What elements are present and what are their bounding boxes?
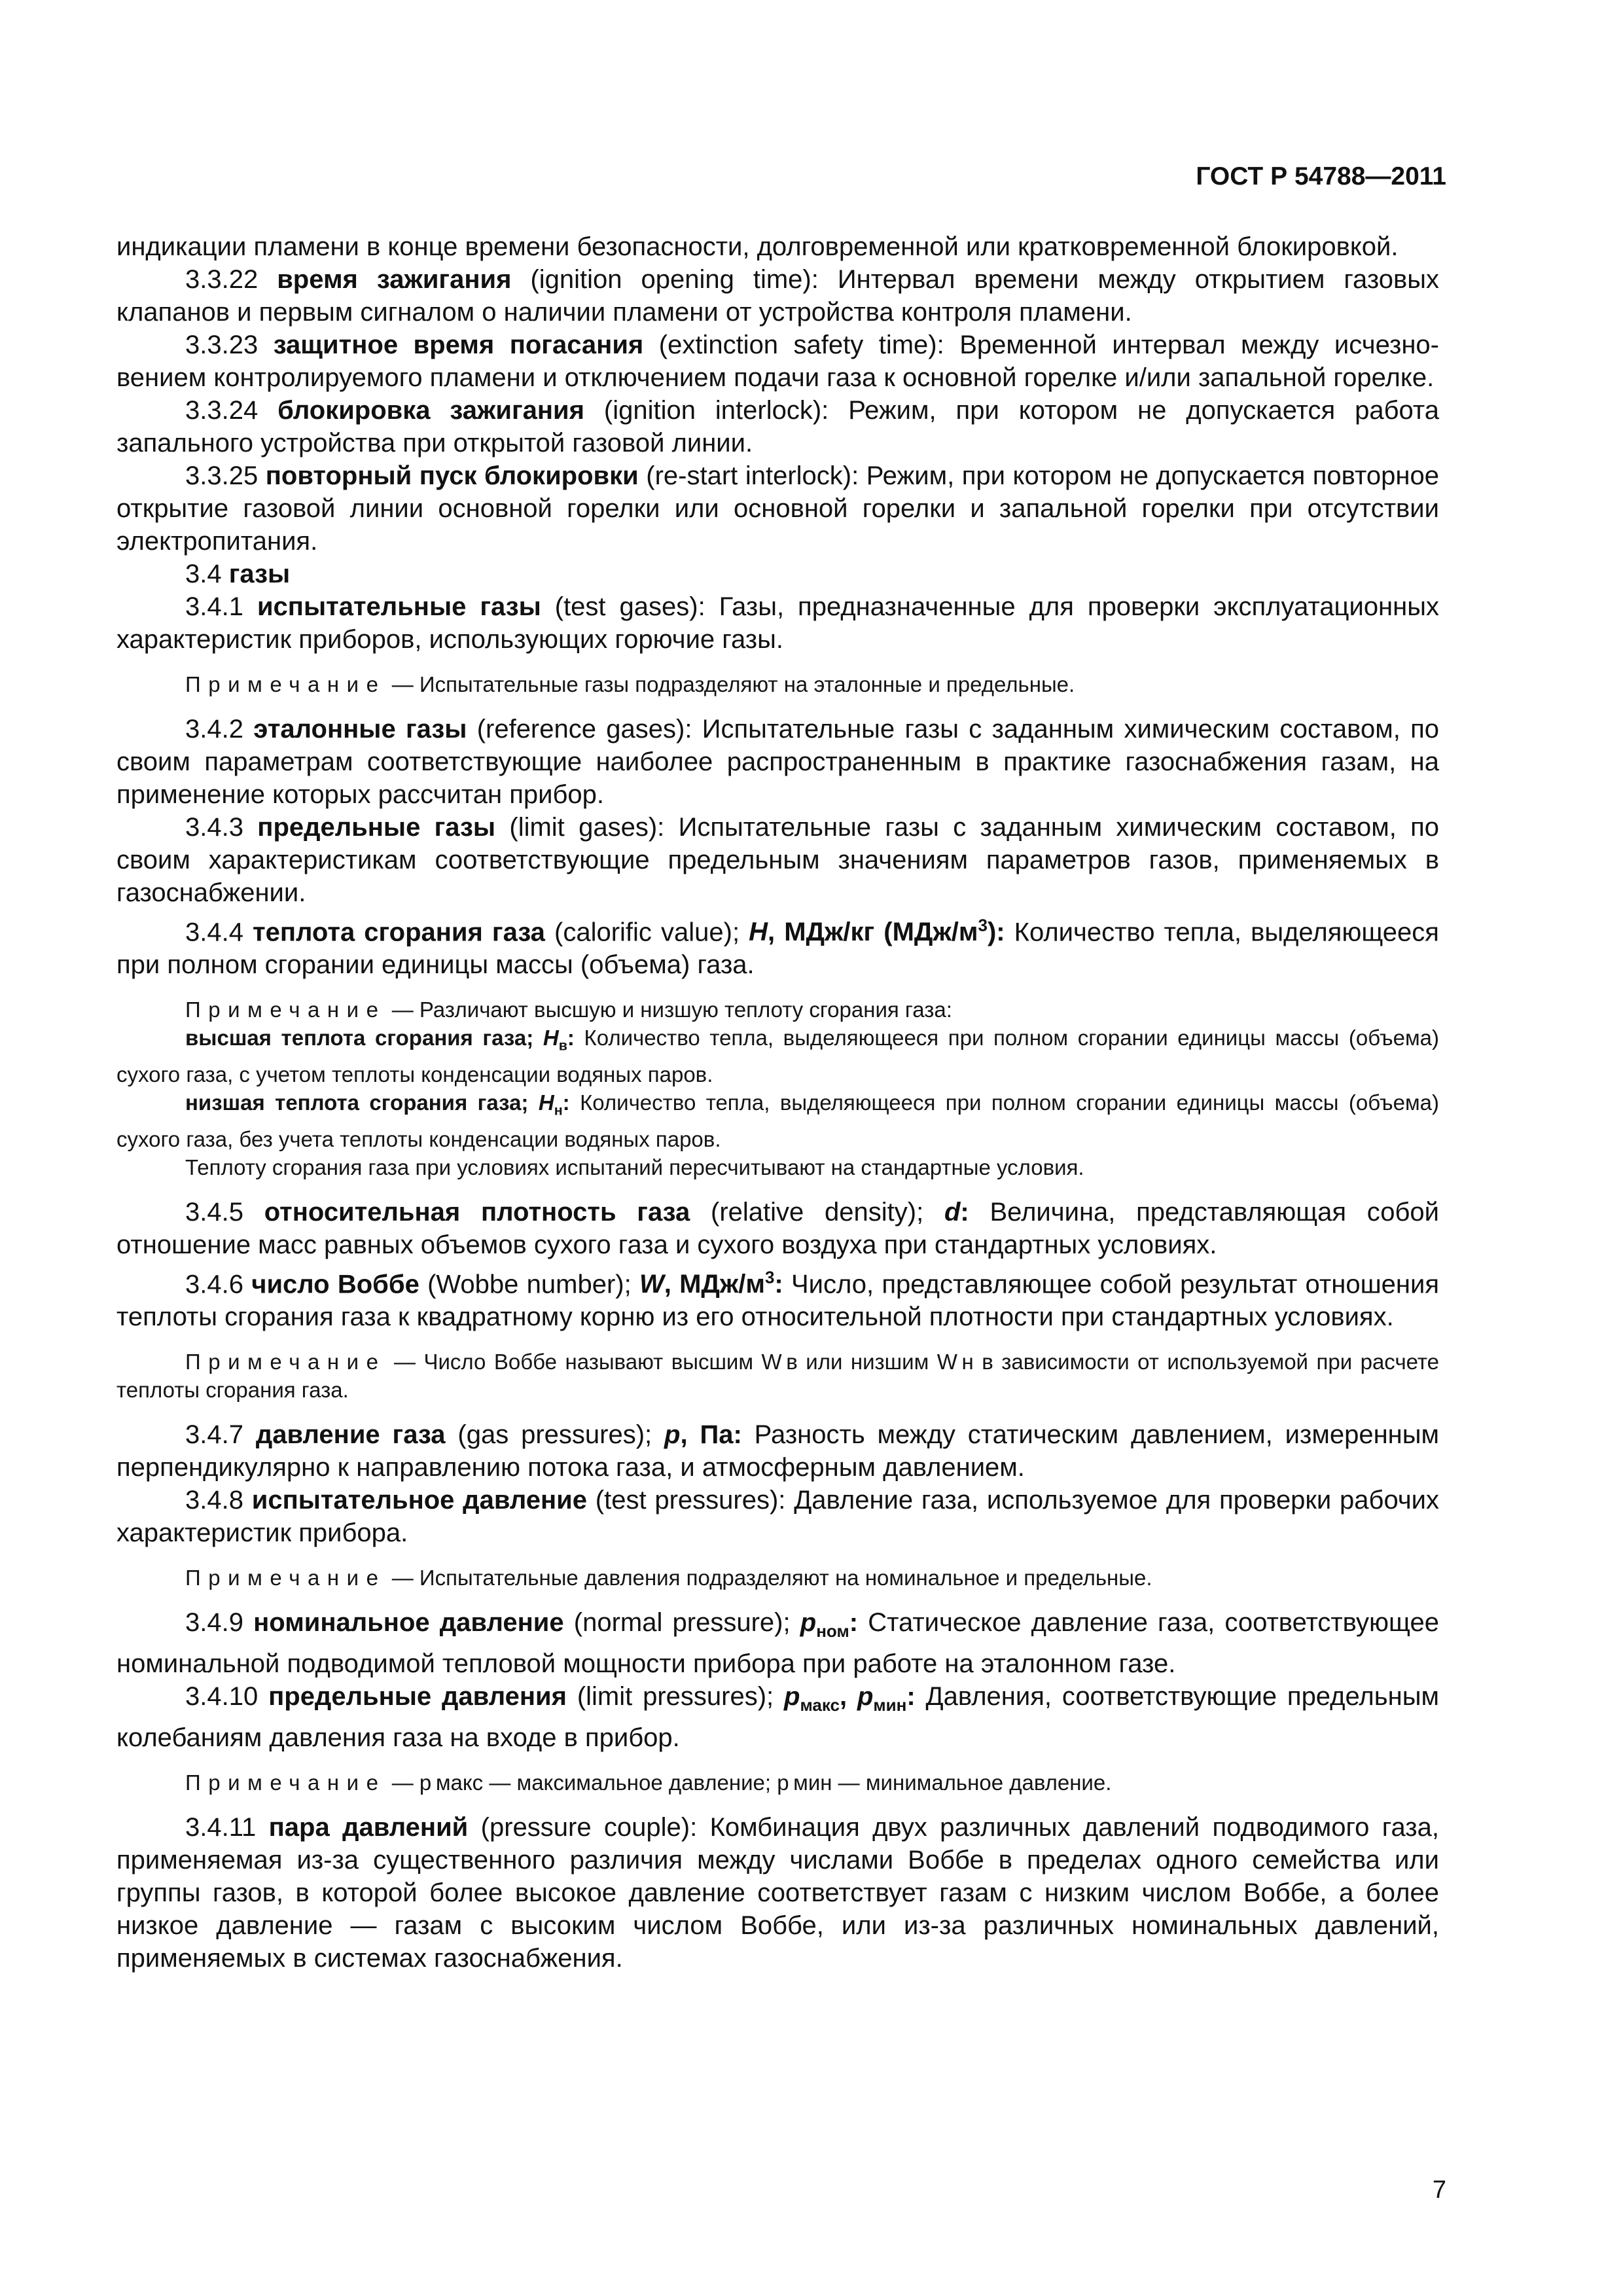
definition-text: Испытательные газы с заданным химическим составом, по своим характеристикам соответствующие предельным значениям параметров газов, применяемых в газоснабжении. [116,813,1440,907]
term-definition [116,1418,1439,1484]
note-text: — Различают высшую и низшую теплоту сгорания газа: [391,997,952,1022]
english-term: (extinction safety time): [658,331,944,359]
symbol-letter: d [944,1197,961,1227]
clause-number: 3.4.9 [185,1607,243,1637]
note [116,1348,1439,1404]
english-term: (pressure couple): [480,1812,698,1842]
note-item [116,1024,1439,1088]
symbol-unit: , Па: [680,1420,742,1449]
clause-number: 3.4.1 [185,592,243,621]
term-definition [116,1484,1439,1549]
continued-paragraph [116,230,1439,263]
term-definition [116,811,1439,909]
term-name: давление газа [255,1420,446,1449]
symbol-subscript: мин [873,1695,907,1715]
definition-text: Режим, при котором не допускается работа запального устройства при открытой газовой линии. [116,396,1439,457]
symbol-letter: p [800,1607,817,1637]
note-label: Примечание [185,672,386,696]
clause-number: 3.4.7 [185,1420,243,1449]
definition-text: Режим, при котором не допускается повторное открытие газовой линии основной горелки или основной горелки и запальной горелки при отсутствии электропитания. [116,461,1439,556]
english-term: (limit pressures); [577,1681,774,1711]
note-label: Примечание [185,1770,386,1795]
term-name: число Воббе [251,1269,419,1299]
english-term: (limit gases): [509,813,665,842]
term-definition [116,1680,1439,1754]
clause-number: 3.4.3 [185,813,243,842]
term-symbol [639,1267,783,1299]
definition-text: Количество тепла, выделяющееся при полном сгорании единицы массы (объема) газа. [116,918,1439,980]
term-name: предельные газы [257,813,496,842]
unit-superscript: 3 [978,916,988,935]
clause-number: 3.4.6 [185,1269,243,1299]
document-body [116,230,1439,1975]
english-term: (Wobbe number); [427,1269,632,1299]
unit-superscript: 3 [764,1267,775,1287]
note-symbol: $H_н$: [538,1090,570,1119]
symbol-unit: , МДж/м [664,1269,765,1299]
english-term: (relative density); [711,1197,924,1227]
section-title: газы [228,560,291,588]
symbol-letter: p [857,1681,874,1711]
symbol-letter: H [543,1026,559,1050]
definition-text: Комбинация двух различных давлений подводимого газа, применяемая из-за существенного различия между числами Воббе в пределах одного семейства или группы газов, в которой более высокое давление соответствует газам с низким числом Воббе, а более низкое давление — газам с высоким числом Воббе, или из-за различных номинальных давлений, применяемых в системах газоснабжения. [116,1812,1439,1973]
clause-number: 3.3.25 [185,461,259,490]
note-label: Примечание [185,1349,386,1374]
symbol-subscript: ном [816,1621,849,1641]
note-item [116,1088,1439,1153]
symbol-unit: : [906,1681,916,1711]
definition-text: Разность между статическим давлением, измеренным перпендикулярно к направлению потока газа, и атмосферным давлением. [116,1420,1440,1482]
symbol-subscript: в [558,1037,567,1054]
symbol-unit: : [960,1197,969,1227]
clause-number: 3.4.11 [185,1812,257,1842]
standard-header: ГОСТ Р 54788—2011 [1196,162,1446,190]
page-number: 7 [1432,2176,1446,2204]
english-term: (test gases): [554,592,705,621]
symbol-unit-end: ): [987,918,1005,947]
note-text: Теплоту сгорания газа при условиях испытаний пересчитывают на стандартные условия. [185,1155,1084,1179]
term-definition [116,713,1439,811]
clause-number: 3.3.23 [185,331,259,359]
term-definition [116,1811,1439,1975]
definition-text: Давления, соответствующие предельным колебаниям давления газа на входе в прибор. [116,1681,1439,1752]
term-symbol [784,1681,916,1715]
term-definition [116,459,1439,558]
note-term: низшая теплота сгорания газа; [185,1090,529,1115]
term-name: эталонные газы [253,715,467,744]
clause-number: 3.4.4 [185,918,243,947]
clause-number: 3.4.8 [185,1485,243,1515]
definition-text: Испытательные газы с заданным химическим составом, по своим параметрам соответствующие наиболее распространенным в практике газоснабжения газам, на применение которых рассчитан прибор. [116,715,1439,809]
english-term: (calorific value); [554,918,740,947]
clause-number: 3.4.2 [185,715,243,744]
symbol-unit-end: : [774,1269,783,1299]
note [116,670,1439,698]
term-symbol [800,1607,859,1641]
symbol-subscript: н [554,1102,563,1119]
term-name: время зажигания [277,265,512,294]
definition-text: Статическое давление газа, соответствующее номинальной подводимой тепловой мощности прибора при работе на эталонном газе. [116,1607,1440,1678]
term-definition [116,590,1439,656]
term-name: защитное время погасания [273,331,644,359]
note-text: — Испытательные давления подразделяют на номинальное и предельные. [391,1565,1152,1590]
symbol-letter: p [664,1420,681,1449]
english-term: (reference gases): [476,715,692,744]
term-name: относительная плотность газа [264,1197,690,1227]
symbol-unit: , [839,1681,847,1711]
term-name: теплота сгорания газа [253,918,545,947]
paragraph-text: индикации пламени в конце времени безопасности, долговременной или кратковременной блокировкой. [116,232,1399,261]
english-term: (re-start interlock): [646,461,859,490]
symbol-unit: , МДж/кг (МДж/м [768,918,978,947]
term-name: повторный пуск блокировки [265,461,639,490]
definition-text: Газы, предназначенные для проверки эксплуатационных характеристик приборов, использующих горючие газы. [116,592,1439,654]
term-name: испытательное давление [251,1485,588,1515]
term-symbol [664,1420,742,1449]
english-term: (normal pressure); [573,1607,791,1637]
note [116,1564,1439,1592]
term-definition [116,263,1439,329]
note-text: Количество тепла, выделяющееся при полном сгорании единицы массы (объема) сухого газа, без учета теплоты конденсации водяных паров. [116,1090,1440,1151]
definition-text: Число, представляющее собой результат отношения теплоты сгорания газа к квадратному корню из его относительной плотности при стандартных условиях. [116,1269,1440,1331]
symbol-subscript: макс [800,1695,840,1715]
term-name: предельные давления [268,1681,567,1711]
english-term: (gas pressures); [457,1420,652,1449]
definition-text: Величина, представляющая собой отношение масс равных объемов сухого газа и сухого воздуха при стандартных условиях. [116,1197,1439,1259]
definition-text: Временной интервал между исчезновением контролируемого пламени и отключением подачи газа к основной горелке и/или запальной горелке. [116,331,1439,392]
note-text-paragraph [116,1153,1439,1181]
clause-number: 3.4.5 [185,1197,243,1227]
note [116,996,1439,1024]
term-symbol [944,1198,969,1227]
symbol-letter: p [784,1681,800,1711]
term-definition [116,394,1439,459]
note-text: — Число Воббе называют высшим W в или низшим W н в зависимости от используемой при расчете теплоты сгорания газа. [116,1349,1439,1402]
note-symbol: $H_в$: [543,1026,575,1054]
definition-text: Интервал времени между открытием газовых клапанов и первым сигналом о наличии пламени от устройства контроля пламени. [116,265,1439,327]
term-definition [116,1261,1439,1333]
term-definition [116,329,1439,394]
note-label: Примечание [185,997,386,1022]
symbol-letter: H [538,1090,554,1115]
english-term: (test pressures): [595,1485,786,1515]
note-text: — Испытательные газы подразделяют на эталонные и предельные. [391,672,1075,696]
definition-text: Давление газа, используемое для проверки рабочих характеристик прибора. [116,1485,1439,1547]
clause-number: 3.4 [185,560,222,588]
symbol-letter: H [749,918,768,947]
term-name: номинальное давление [253,1607,564,1637]
note-label: Примечание [185,1565,386,1590]
note-text: — p макс — максимальное давление; p мин — минимальное давление. [391,1770,1112,1795]
term-definition [116,909,1439,981]
symbol-letter: W [639,1269,664,1299]
note-text: Количество тепла, выделяющееся при полном сгорании единицы массы (объема) сухого газа, с учетом теплоты конденсации водяных паров. [116,1026,1440,1086]
note [116,1768,1439,1797]
term-name: пара давлений [268,1812,469,1842]
clause-number: 3.4.10 [185,1681,259,1711]
symbol-unit: : [849,1607,859,1637]
clause-number: 3.3.24 [185,396,259,425]
english-term: (ignition interlock): [603,396,829,425]
english-term: (ignition opening time): [530,265,819,294]
term-name: блокировка зажигания [277,396,584,425]
term-definition [116,1606,1439,1680]
section-heading [116,558,1439,590]
clause-number: 3.3.22 [185,265,259,294]
term-name: испытательные газы [257,592,541,621]
term-symbol [749,918,1005,946]
term-definition [116,1196,1439,1261]
note-term: высшая теплота сгорания газа; [185,1026,534,1050]
